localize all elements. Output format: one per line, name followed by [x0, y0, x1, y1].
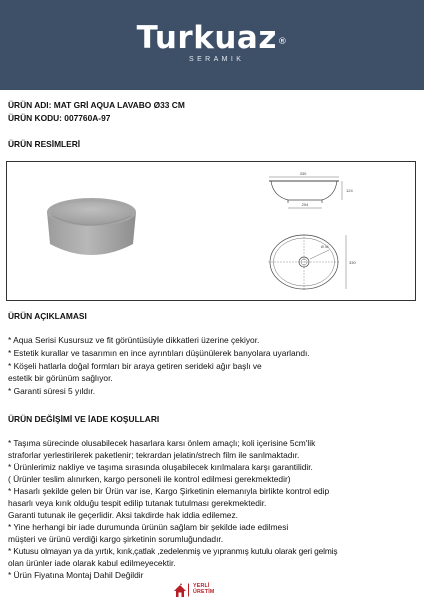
basin-photo: [47, 198, 136, 255]
returns-line: * Yine herhangi bir iade durumunda ürünün sağlam bir şekilde iade edilmesi: [8, 522, 289, 532]
returns-line: straforlar yerlestirilerek paketlenir; tekrardan jelatin/strech film ile sarılmaktadır.: [8, 450, 300, 460]
base-dimension: 204: [301, 202, 309, 207]
returns-line: * Ürünlerimiz nakliye ve taşıma sırasında oluşabilecek kırılmalara karşı garantilidir.: [8, 462, 313, 472]
returns-title: ÜRÜN DEĞİŞİMİ VE İADE KOŞULLARI: [8, 414, 160, 424]
returns-line: * Kutusu olmayan ya da yırtık, kırık,çatlak ,zedelenmiş ve yıpranmış kutulu olarak geri gelmiş: [8, 546, 338, 556]
returns-line: Garanti tutunak ile geçerlidir. Aksi takdirde hak iddia edilemez.: [8, 510, 238, 520]
side-view-drawing: [269, 171, 353, 208]
brand-logo: Turkuaz®: [136, 20, 288, 56]
returns-line: hasarlı veya kırık olduğu tespit edilip tutanak tutulması gerekmektedir.: [8, 498, 267, 508]
product-name: ÜRÜN ADI: MAT GRİ AQUA LAVABO Ø33 CM: [8, 100, 185, 110]
drain-dimension: Ø 44: [321, 245, 329, 249]
description-line: * Garanti süresi 5 yıldır.: [8, 386, 96, 396]
brand-subtitle: SERAMIK: [189, 56, 245, 63]
description-line: estetik bir görünüm sağlıyor.: [8, 373, 113, 383]
description-line: * Köşeli hatlarla doğal formları bir araya getiren serideki ağır başlı ve: [8, 361, 262, 371]
returns-line: müşteri ve ürünü verdiği kargo şirketinin sorumluğundadır.: [8, 534, 224, 544]
description-title: ÜRÜN AÇIKLAMASI: [8, 311, 87, 321]
returns-line: * Hasarlı şekilde gelen bir Ürün var ise, Kargo Şirketinin elemanıyla birlikte kontrol edip: [8, 486, 330, 496]
returns-line: ( Ürünler teslim alınırken, kargo personeli ile kontrol edilmesi gerekmektedir): [8, 474, 291, 484]
depth-dimension: 330: [349, 260, 356, 265]
returns-line: * Ürün Fiyatına Montaj Dahil Değildir: [8, 570, 144, 580]
images-section-title: ÜRÜN RESİMLERİ: [8, 139, 81, 149]
brand-header: [0, 0, 424, 90]
returns-line: * Taşıma sürecinde olusabilecek hasarlara karsı önlem amaçlı; koli içerisine 5cm'lik: [8, 438, 316, 448]
product-images: [7, 162, 415, 300]
height-dimension: 124: [346, 188, 353, 193]
description-line: * Estetik kurallar ve tasarımın en ince ayrıntıları düşünülerek banyolara uyarlandı.: [8, 348, 310, 358]
plan-view-drawing: [268, 234, 356, 290]
top-dimension: 330: [299, 171, 307, 176]
product-image-frame: [6, 161, 416, 301]
product-code: ÜRÜN KODU: 007760A-97: [8, 113, 111, 123]
description-line: * Aqua Serisi Kusursuz ve fit görüntüsüyle dikkatleri üzerine çekiyor.: [8, 335, 260, 345]
local-production-badge-text: YERLİ ÜRETİM: [193, 583, 215, 595]
returns-line: olan ürünler iade olarak kabul edilmeyecektir.: [8, 558, 176, 568]
